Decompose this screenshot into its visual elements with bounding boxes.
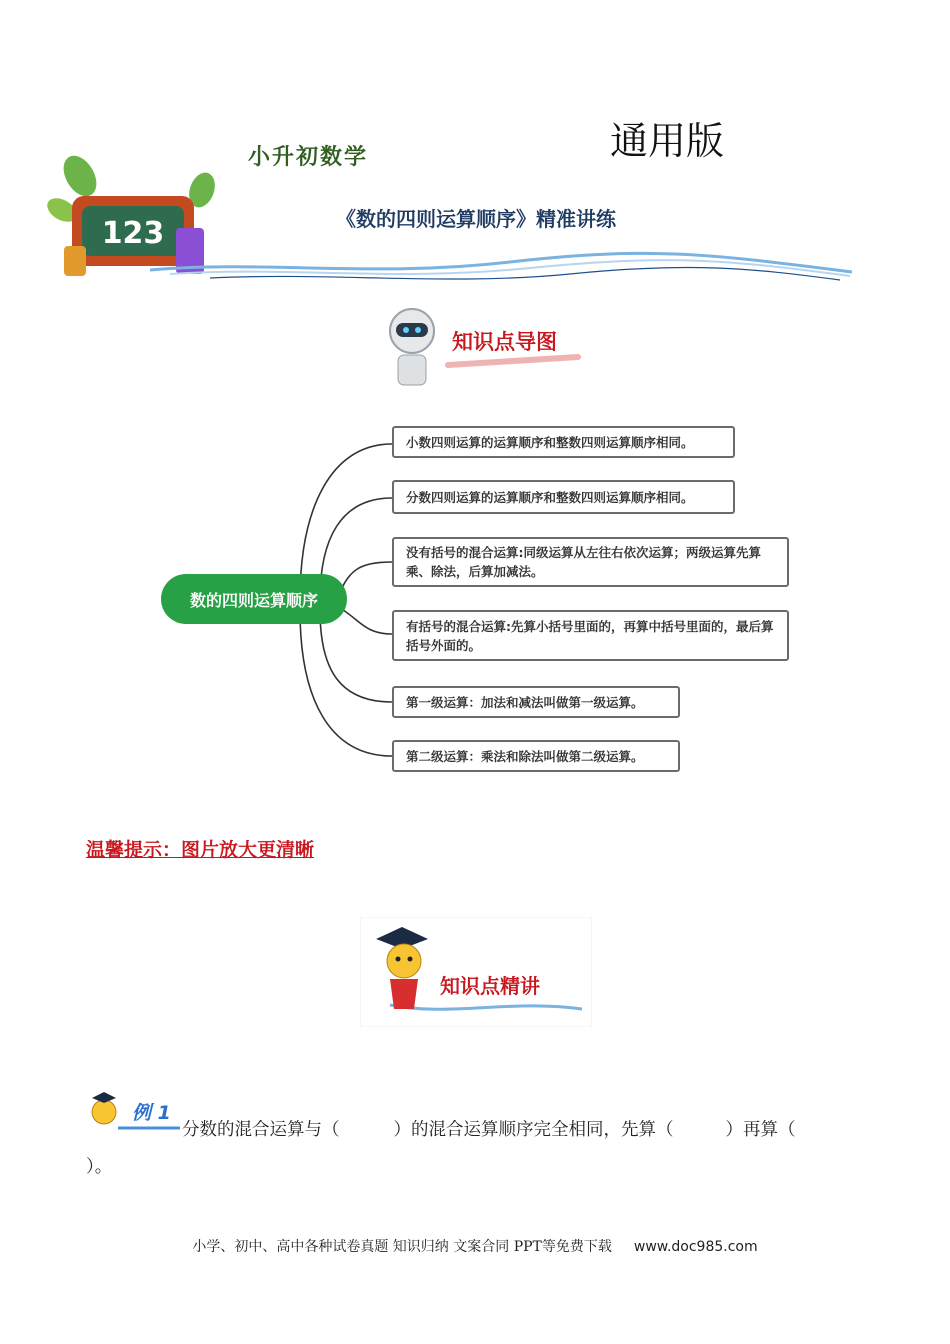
- mindmap-branch-4: 有括号的混合运算:先算小括号里面的，再算中括号里面的，最后算括号外面的。: [392, 610, 789, 661]
- question-part-2: ）的混合运算顺序完全相同，先算（: [393, 1120, 674, 1140]
- decorative-wave-icon: [150, 240, 852, 290]
- mindmap-branch-5: 第一级运算：加法和减法叫做第一级运算。: [392, 686, 680, 718]
- example-question-line1: [182, 1116, 796, 1141]
- mindmap-branch-3: 没有括号的混合运算:同级运算从左往右依次运算；两级运算先算乘、除法，后算加减法。: [392, 537, 789, 587]
- footer-text: 小学、初中、高中各种试卷真题 知识归纳 文案合同 PPT等免费下载: [192, 1239, 612, 1255]
- board-number-text: 123: [101, 216, 165, 251]
- question-part-4: ）。: [86, 1157, 113, 1177]
- page-title: 《数的四则运算顺序》精准讲练: [336, 207, 616, 231]
- edition-label: 通用版: [610, 119, 725, 163]
- mindmap-branch-2: 分数四则运算的运算顺序和整数四则运算顺序相同。: [392, 480, 735, 514]
- question-part-3: ）再算（: [725, 1120, 796, 1140]
- question-part-1: 分数的混合运算与（: [182, 1120, 340, 1140]
- mindmap-root-node: 数的四则运算顺序: [161, 574, 347, 624]
- footer-url-link[interactable]: www.doc985.com: [633, 1239, 758, 1255]
- mindmap-section-title: 知识点导图: [452, 330, 557, 354]
- page-footer: [0, 1236, 950, 1256]
- lecture-section-title: 知识点精讲: [440, 974, 540, 998]
- example-label: 例 1: [132, 1102, 171, 1124]
- zoom-tip-text: 温馨提示：图片放大更清晰: [86, 839, 315, 861]
- mindmap-branch-6: 第二级运算：乘法和除法叫做第二级运算。: [392, 740, 680, 772]
- mindmap-branch-1: 小数四则运算的运算顺序和整数四则运算顺序相同。: [392, 426, 735, 458]
- course-title: 小升初数学: [248, 145, 369, 170]
